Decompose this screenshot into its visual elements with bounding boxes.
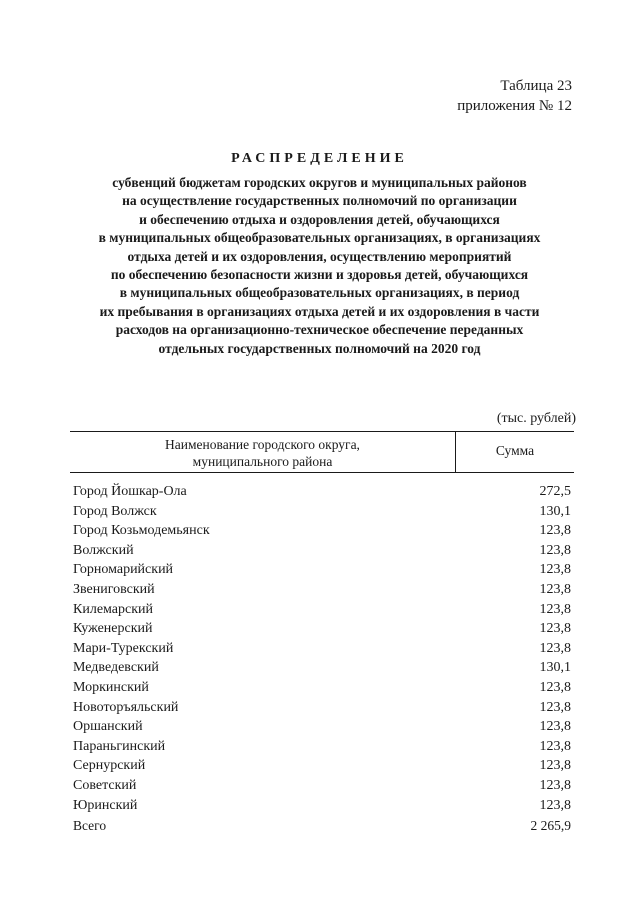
row-value: 123,8 (539, 679, 571, 695)
table-row (70, 639, 574, 659)
table-row (70, 482, 574, 502)
row-name: Параньгинский (73, 738, 166, 754)
table-reference (457, 76, 572, 116)
table-row (70, 619, 574, 639)
table-row (70, 541, 574, 561)
subtitle-line: по обеспечению безопасности жизни и здоровья детей, обучающихся (110, 267, 529, 283)
table-header (70, 431, 574, 473)
row-value: 123,8 (539, 542, 571, 558)
subtitle-line: отдельных государственных полномочий на 2020 год (158, 340, 481, 356)
appendix-label: приложения № 12 (457, 98, 572, 114)
subtitle-line: в муниципальных общеобразовательных организациях, в период (119, 285, 520, 301)
row-name: Советский (73, 777, 137, 793)
table-row (70, 580, 574, 600)
row-name: Сернурский (73, 758, 146, 774)
row-name: Медведевский (73, 660, 159, 676)
document-title: РАСПРЕДЕЛЕНИЕ (231, 151, 408, 166)
row-value: 123,8 (539, 640, 571, 656)
row-value: 123,8 (539, 738, 571, 754)
row-value: 130,1 (539, 503, 571, 519)
table-row (70, 600, 574, 620)
row-name: Горномарийский (73, 562, 174, 578)
row-value: 123,8 (539, 719, 571, 735)
row-value: 123,8 (539, 523, 571, 539)
column-header-name (70, 432, 456, 472)
row-name: Юринский (73, 797, 138, 813)
row-name: Звениговский (73, 581, 155, 597)
row-name: Город Козьмодемьянск (73, 523, 210, 539)
row-value: 123,8 (539, 581, 571, 597)
subtitle-line: на осуществление государственных полномочий по организации (122, 193, 517, 209)
row-value: 123,8 (539, 777, 571, 793)
row-value: 123,8 (539, 621, 571, 637)
table-row (70, 796, 574, 816)
row-value: 123,8 (539, 699, 571, 715)
row-value: 123,8 (539, 797, 571, 813)
column-header-sum: Сумма (495, 443, 535, 458)
row-name: Моркинский (73, 679, 149, 695)
table-row (70, 776, 574, 796)
row-value: 130,1 (539, 660, 571, 676)
row-value: 123,8 (539, 758, 571, 774)
row-name: Мари-Турекский (73, 640, 174, 656)
row-name: Килемарский (73, 601, 154, 617)
table-row (70, 698, 574, 718)
table-row (70, 756, 574, 776)
table-row (70, 502, 574, 522)
subtitle-line: в муниципальных общеобразовательных организациях, в организациях (98, 230, 541, 246)
table-total-row (70, 816, 574, 836)
row-value: 272,5 (539, 484, 571, 499)
units-label: (тыс. рублей) (496, 411, 576, 426)
subtitle-line: и обеспечению отдыха и оздоровления детей, обучающихся (139, 211, 500, 227)
total-label: Всего (73, 818, 107, 834)
row-name: Новоторъяльский (73, 699, 179, 715)
table-row (70, 521, 574, 541)
document-subtitle (40, 174, 599, 358)
subtitle-line: расходов на организационно-техническое обеспечение переданных (115, 322, 524, 338)
table-label: Таблица 23 (500, 78, 572, 94)
column-header-name-line: Наименование городского округа, (165, 437, 360, 452)
row-value: 123,8 (539, 562, 571, 578)
total-value: 2 265,9 (530, 818, 571, 834)
table-row (70, 658, 574, 678)
row-name: Город Волжск (73, 503, 157, 519)
table-row (70, 737, 574, 757)
row-name: Оршанский (73, 719, 143, 735)
subtitle-line: отдыха детей и их оздоровления, осуществлению мероприятий (127, 248, 512, 264)
table-body (70, 482, 574, 836)
table-row (70, 678, 574, 698)
row-name: Город Йошкар-Ола (73, 484, 187, 499)
row-value: 123,8 (539, 601, 571, 617)
subtitle-line: их пребывания в организациях отдыха детей и их оздоровления в части (99, 303, 540, 319)
distribution-table (70, 431, 574, 836)
column-header-name-line: муниципального района (192, 454, 333, 469)
row-name: Куженерский (73, 621, 153, 637)
table-row (70, 560, 574, 580)
subtitle-line: субвенций бюджетам городских округов и муниципальных районов (112, 175, 527, 190)
table-row (70, 717, 574, 737)
row-name: Волжский (73, 542, 134, 558)
